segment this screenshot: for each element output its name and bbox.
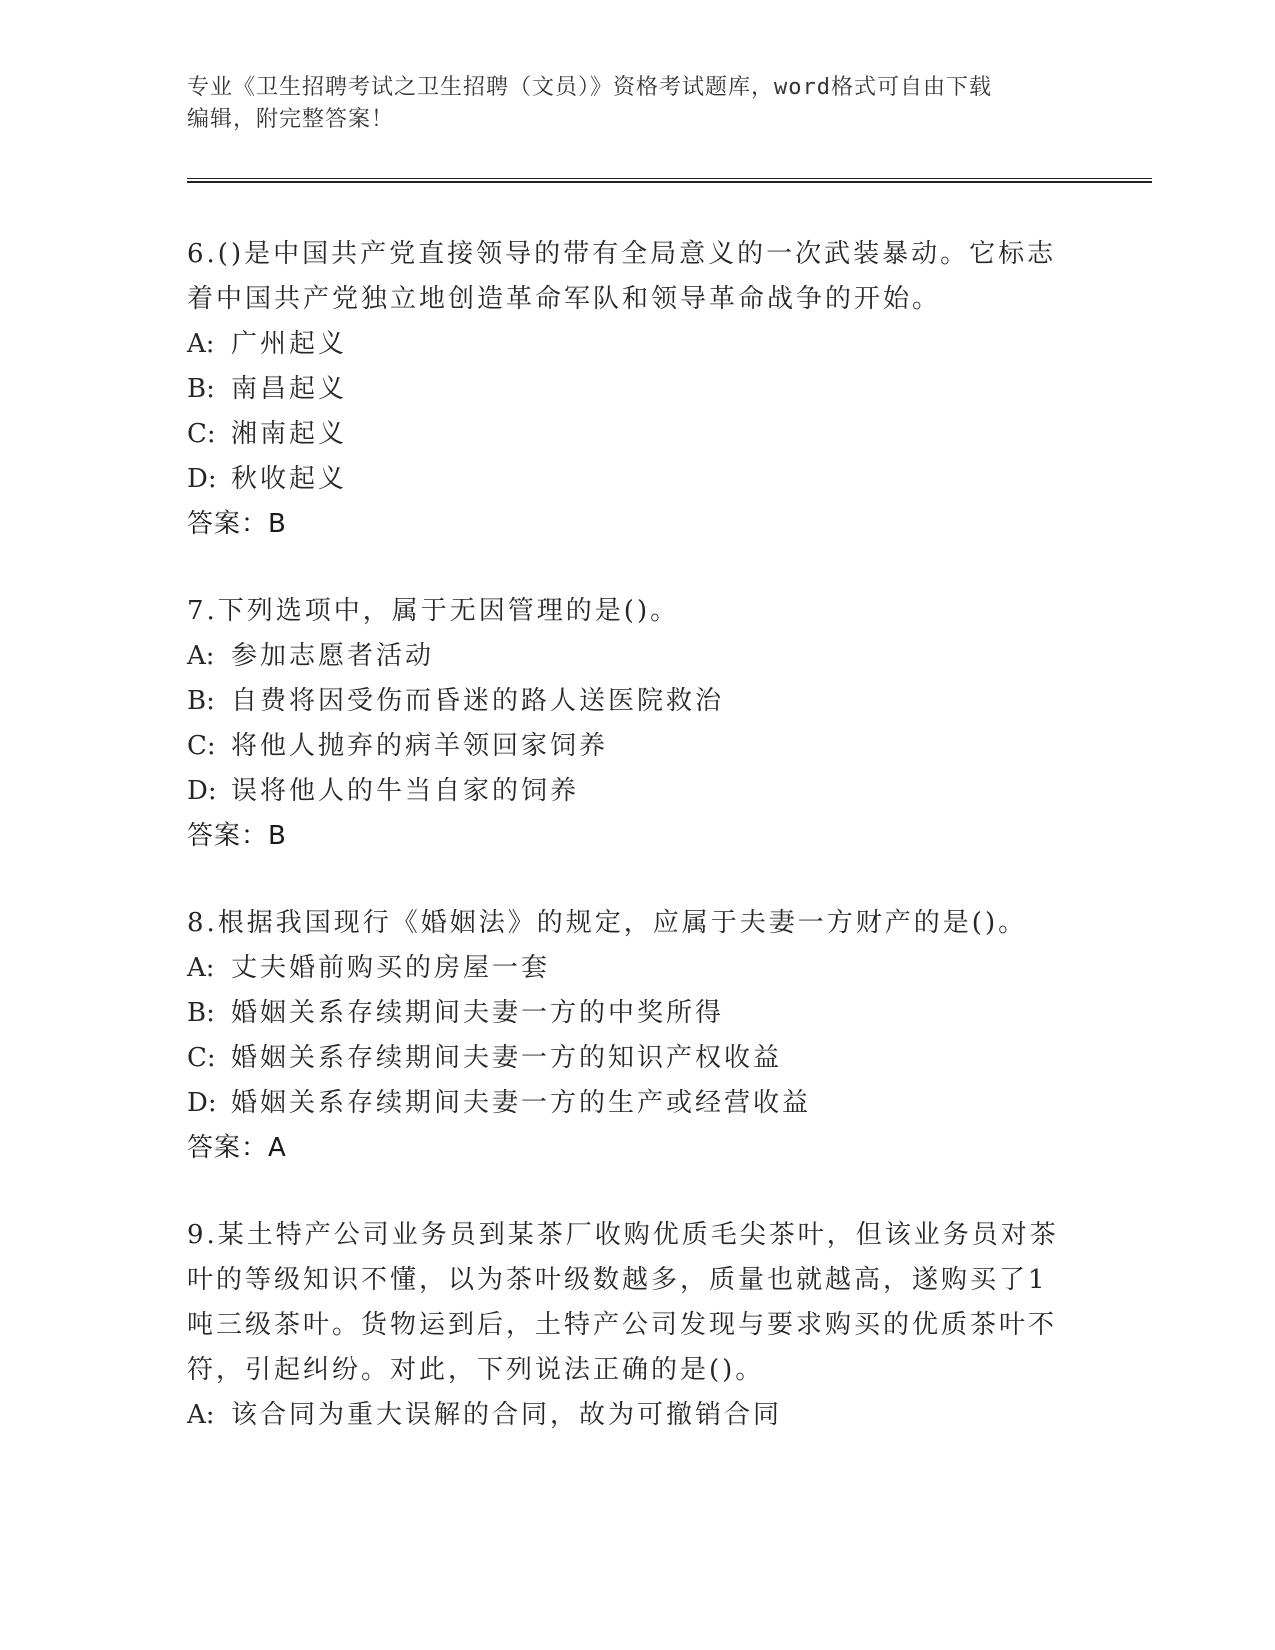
option-b bbox=[187, 679, 1067, 724]
option-a bbox=[187, 634, 1067, 679]
option-label: A: bbox=[187, 1400, 215, 1430]
option-text: 湘南起义 bbox=[231, 419, 348, 449]
option-label: B: bbox=[187, 998, 215, 1028]
question-stem-line: 9.某土特产公司业务员到某茶厂收购优质毛尖茶叶，但该业务员对茶 bbox=[187, 1220, 1059, 1250]
option-text: 秋收起义 bbox=[231, 464, 348, 494]
option-d bbox=[187, 769, 1067, 814]
option-text: 婚姻关系存续期间夫妻一方的中奖所得 bbox=[231, 998, 725, 1028]
option-label: C: bbox=[187, 1043, 216, 1073]
question-stem-line: 8.根据我国现行《婚姻法》的规定，应属于夫妻一方财产的是()。 bbox=[187, 908, 1028, 938]
option-label: B: bbox=[187, 686, 215, 716]
option-text: 广州起义 bbox=[231, 329, 348, 359]
option-label: A: bbox=[187, 953, 215, 983]
header-line-2: 编辑，附完整答案！ bbox=[187, 107, 395, 132]
option-b bbox=[187, 367, 1067, 412]
question-stem-line: 着中国共产党独立地创造革命军队和领导革命战争的开始。 bbox=[187, 284, 942, 314]
header-line-1: 专业《卫生招聘考试之卫生招聘（文员）》资格考试题库，word格式可自由下载 bbox=[187, 75, 992, 100]
option-d bbox=[187, 1081, 1067, 1126]
option-c bbox=[187, 1036, 1067, 1081]
option-text: 自费将因受伤而昏迷的路人送医院救治 bbox=[231, 686, 725, 716]
question-8 bbox=[187, 901, 1067, 1171]
option-text: 参加志愿者活动 bbox=[231, 641, 435, 671]
question-stem-line: 吨三级茶叶。货物运到后，土特产公司发现与要求购买的优质茶叶不 bbox=[187, 1310, 1058, 1340]
option-label: C: bbox=[187, 419, 216, 449]
option-text: 误将他人的牛当自家的饲养 bbox=[231, 776, 580, 806]
option-label: D: bbox=[187, 1088, 217, 1118]
option-a bbox=[187, 1393, 1067, 1438]
option-text: 婚姻关系存续期间夫妻一方的生产或经营收益 bbox=[231, 1088, 812, 1118]
answer-line: 答案：B bbox=[187, 509, 287, 539]
question-stem-line: 叶的等级知识不懂，以为茶叶级数越多，质量也就越高，遂购买了1 bbox=[187, 1265, 1048, 1295]
option-text: 该合同为重大误解的合同，故为可撤销合同 bbox=[231, 1400, 783, 1430]
option-b bbox=[187, 991, 1067, 1036]
option-label: C: bbox=[187, 731, 216, 761]
option-label: D: bbox=[187, 776, 217, 806]
option-c bbox=[187, 724, 1067, 769]
question-6 bbox=[187, 232, 1067, 547]
question-list bbox=[187, 232, 1067, 1480]
header-divider bbox=[187, 178, 1152, 183]
question-stem-line: 符，引起纠纷。对此，下列说法正确的是()。 bbox=[187, 1355, 765, 1385]
option-d bbox=[187, 457, 1067, 502]
option-a bbox=[187, 322, 1067, 367]
answer-line: 答案：B bbox=[187, 821, 287, 851]
question-stem-line: 7.下列选项中，属于无因管理的是()。 bbox=[187, 596, 680, 626]
option-label: A: bbox=[187, 641, 215, 671]
option-label: B: bbox=[187, 374, 215, 404]
option-text: 丈夫婚前购买的房屋一套 bbox=[231, 953, 551, 983]
option-text: 将他人抛弃的病羊领回家饲养 bbox=[231, 731, 609, 761]
option-label: A: bbox=[187, 329, 215, 359]
question-7 bbox=[187, 589, 1067, 859]
option-a bbox=[187, 946, 1067, 991]
question-9 bbox=[187, 1213, 1067, 1438]
answer-line: 答案：A bbox=[187, 1133, 287, 1163]
document-header bbox=[187, 72, 1067, 136]
option-text: 南昌起义 bbox=[231, 374, 348, 404]
option-label: D: bbox=[187, 464, 217, 494]
option-c bbox=[187, 412, 1067, 457]
question-stem-line: 6.()是中国共产党直接领导的带有全局意义的一次武装暴动。它标志 bbox=[187, 239, 1057, 269]
option-text: 婚姻关系存续期间夫妻一方的知识产权收益 bbox=[231, 1043, 783, 1073]
